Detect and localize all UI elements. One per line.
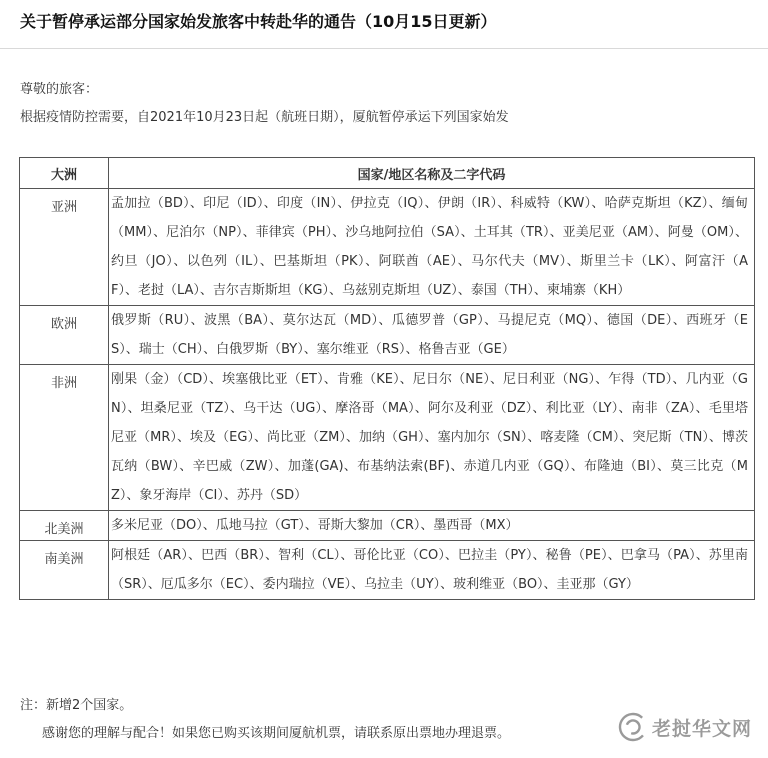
- country-list: 俄罗斯（RU）、波黑（BA）、莫尔达瓦（MD）、瓜德罗普（GP）、马提尼克（MQ）、德国（DE）、西班牙（ES）、瑞士（CH）、白俄罗斯（BY）、塞尔维亚（RS）、格鲁吉亚（GE）: [109, 306, 755, 365]
- country-list: 阿根廷（AR）、巴西（BR）、智利（CL）、哥伦比亚（CO）、巴拉圭（PY）、秘鲁（PE）、巴拿马（PA）、苏里南（SR）、厄瓜多尔（EC）、委内瑞拉（VE）、乌拉圭（UY）、玻利维亚（BO）、圭亚那（GY）: [109, 541, 755, 600]
- note-text: 注：新增2个国家。: [20, 698, 133, 713]
- watermark-text: 老挝华文网: [652, 717, 753, 740]
- table-row-south-america: [20, 541, 755, 600]
- thanks-text: 感谢您的理解与配合！如果您已购买该期间厦航机票，请联系原出票地办理退票。: [42, 726, 511, 741]
- watermark: [618, 712, 752, 742]
- greeting-text: 尊敬的旅客：: [20, 82, 99, 97]
- region-name: 欧洲: [20, 306, 109, 365]
- table-row-asia: [20, 189, 755, 306]
- country-list: 多米尼亚（DO）、瓜地马拉（GT）、哥斯大黎加（CR）、墨西哥（MX）: [109, 511, 755, 541]
- notice-title: 关于暂停承运部分国家始发旅客中转赴华的通告（10月15日更新）: [20, 12, 497, 31]
- title-divider: [0, 48, 768, 49]
- region-name: 南美洲: [20, 541, 109, 600]
- table-row-africa: [20, 365, 755, 511]
- table-row-north-america: [20, 511, 755, 541]
- country-list: 孟加拉（BD）、印尼（ID）、印度（IN）、伊拉克（IQ）、伊朗（IR）、科威特（KW）、哈萨克斯坦（KZ）、缅甸（MM）、尼泊尔（NP）、菲律宾（PH）、沙乌地阿拉伯（SA）、土耳其（TR）、亚美尼亚（AM）、阿曼（OM）、约旦（JO）、以色列（IL）、巴基斯坦（PK）、阿联酋（AE）、马尔代夫（MV）、斯里兰卡（LK）、阿富汗（AF）、老挝（LA）、吉尔吉斯斯坦（KG）、乌兹别克斯坦（UZ）、泰国（TH）、柬埔寨（KH）: [109, 189, 755, 306]
- wechat-official-account-icon: [618, 712, 648, 742]
- country-list: 刚果（金）（CD）、埃塞俄比亚（ET）、肯雅（KE）、尼日尔（NE）、尼日利亚（NG）、乍得（TD）、几内亚（GN）、坦桑尼亚（TZ）、乌干达（UG）、摩洛哥（MA）、阿尔及利亚（DZ）、利比亚（LY）、南非（ZA）、毛里塔尼亚（MR）、埃及（EG）、尚比亚（ZM）、加纳（GH）、塞内加尔（SN）、喀麦隆（CM）、突尼斯（TN）、博茨瓦纳（BW）、辛巴威（ZW）、加蓬(GA)、布基纳法索(BF)、赤道几内亚（GQ）、布隆迪（BI）、莫三比克（MZ）、象牙海岸（CI）、苏丹（SD）: [109, 365, 755, 511]
- table-row-europe: [20, 306, 755, 365]
- table-header-row: [20, 158, 755, 189]
- header-countries: 国家/地区名称及二字代码: [109, 158, 755, 189]
- region-name: 北美洲: [20, 511, 109, 541]
- intro-text: 根据疫情防控需要，自2021年10月23日起（航班日期），厦航暂停承运下列国家始发: [20, 110, 509, 125]
- region-name: 非洲: [20, 365, 109, 511]
- region-name: 亚洲: [20, 189, 109, 306]
- header-continent: 大洲: [20, 158, 109, 189]
- suspended-countries-table: [19, 157, 755, 600]
